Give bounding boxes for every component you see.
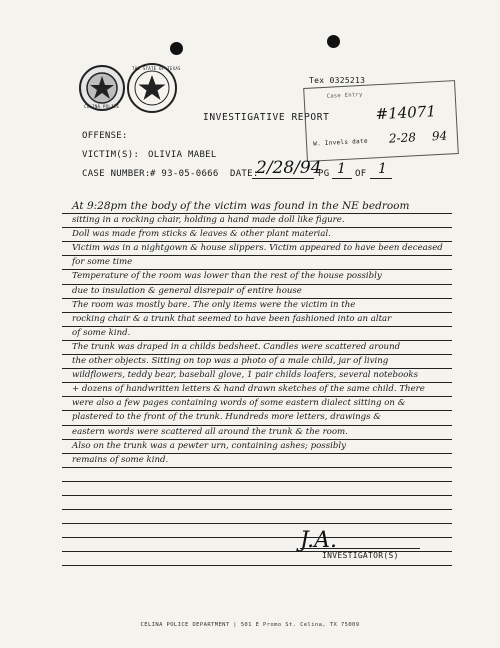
punch-hole-right (327, 35, 340, 48)
badge-text: COLINA POLICE (84, 104, 120, 109)
narrative-line-blank (62, 496, 452, 510)
narrative-line: remains of some kind. (62, 454, 452, 468)
case-number-value: # 93-05-0666 (150, 169, 219, 179)
narrative-line: sitting in a rocking chair, holding a hand made doll like figure. (62, 214, 452, 228)
victim-value: OLIVIA MABEL (148, 150, 217, 160)
narrative-line: due to insulation & general disrepair of entire house (62, 285, 452, 299)
stamp-code: #14071 (375, 102, 437, 124)
narrative-line: the other objects. Sitting on top was a photo of a male child, jar of living (62, 355, 452, 369)
narrative-line: for some time (62, 256, 452, 270)
page-footer: CELINA POLICE DEPARTMENT | 501 E Promo St. Celina, TX 75009 (140, 622, 360, 628)
narrative-area (62, 200, 452, 566)
stamp-year: 94 (431, 128, 448, 144)
narrative-line: The trunk was draped in a childs bedsheet. Candles were scattered around (62, 341, 452, 355)
stamp-date-label: W. Invels date (312, 137, 369, 148)
narrative-line: were also a few pages containing words of some eastern dialect sitting on & (62, 397, 452, 411)
narrative-line: wildflowers, teddy bear, baseball glove, 1 pair childs loafers, several notebooks (62, 369, 452, 383)
narrative-line: Also on the trunk was a pewter urn, containing ashes; possibly (62, 440, 452, 454)
narrative-line: Temperature of the room was lower than the rest of the house possibly (62, 270, 452, 284)
page-value: 1 (337, 161, 346, 177)
date-underline (252, 178, 314, 179)
narrative-line: The room was mostly bare. The only items were the victim in the (62, 299, 452, 313)
narrative-line-blank (62, 524, 452, 538)
narrative-line-blank (62, 510, 452, 524)
narrative-line: of some kind. (62, 327, 452, 341)
stamp-date-value: 2-28 (388, 130, 417, 146)
date-value: 2/28/94 (256, 158, 322, 178)
narrative-line: At 9:28pm the body of the victim was found in the NE bedroom (62, 200, 452, 214)
case-number-label: CASE NUMBER: (82, 169, 151, 179)
page-underline (332, 178, 352, 179)
document-number: Tex 0325213 (309, 76, 366, 85)
report-title: INVESTIGATIVE REPORT (203, 112, 330, 123)
signature-line (300, 548, 420, 549)
narrative-line: eastern words were scattered all around the trunk & the room. (62, 426, 452, 440)
narrative-line-blank (62, 482, 452, 496)
punch-hole-left (170, 42, 183, 55)
date-label: DATE: (230, 169, 259, 179)
offense-label: OFFENSE: (82, 131, 128, 141)
seal-text: THE STATE OF TEXAS (132, 66, 181, 71)
of-value: 1 (378, 161, 387, 177)
case-entry-stamp (303, 80, 459, 162)
narrative-line: plastered to the front of the trunk. Hundreds more letters, drawings & (62, 411, 452, 425)
of-underline (370, 178, 392, 179)
narrative-line: rocking chair & a trunk that seemed to have been fashioned into an altar (62, 313, 452, 327)
investigator-signature: J.A. (300, 528, 337, 553)
stamp-line-1: Case Entry (326, 91, 363, 100)
page-label: PG (318, 169, 330, 179)
narrative-line: Doll was made from sticks & leaves & other plant material. (62, 228, 452, 242)
of-label: OF (355, 169, 367, 179)
narrative-line: + dozens of handwritten letters & hand drawn sketches of the same child. There (62, 383, 452, 397)
narrative-line: Victim was in a nightgown & house slippers. Victim appeared to have been deceased (62, 242, 452, 256)
investigator-label: INVESTIGATOR(S) (322, 551, 399, 560)
victim-label: VICTIM(S): (82, 150, 140, 160)
narrative-line-blank (62, 468, 452, 482)
